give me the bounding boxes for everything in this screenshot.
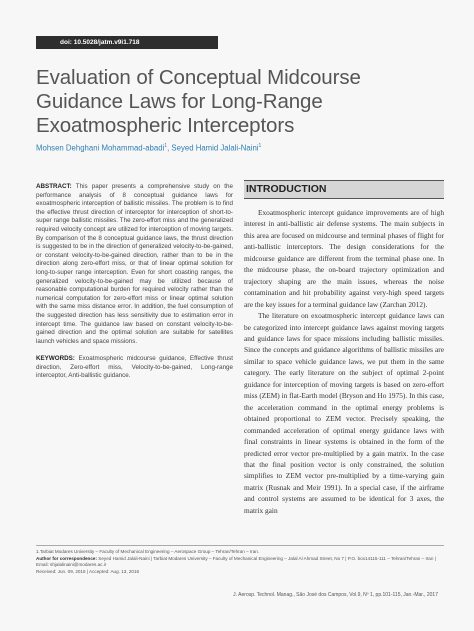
authors: [36, 143, 261, 153]
title-line: Guidance Laws for Long-Range: [36, 90, 323, 113]
paragraph: Exoatmospheric intercept guidance improvements are of high interest in anti-ballistic air defense systems. The main subjects in this area are focused on midcourse and terminal phases of flight for anti-ballistic interceptors. The design considerations for the midcourse guidance are different from the terminal phase one. In the midcourse phase, the on-board trajectory optimization and trajectory shaping are the main issues, whereas the noise contamination and hit probability against very-high speed targets are the key issues for a terminal guidance law (Zarchan 2012).: [244, 208, 444, 309]
abstract: [36, 183, 233, 346]
article-title: [36, 66, 436, 138]
keywords-label: KEYWORDS:: [36, 355, 75, 363]
correspondence-label: Author for correspondence:: [36, 555, 97, 561]
title-line: Evaluation of Conceptual Midcourse: [36, 66, 361, 89]
correspondence-text: Seyed Hamid Jalali-Naini | Tarbiat Modares University – Faculty of Mechanical Engineering – Jalal Al Ahmad Street, No 7 | P.O. box14115-111 – Tehran/Tehran – Iran | Email: shjalalinaini@modares.ac.ir: [36, 555, 436, 568]
introduction-body: [244, 207, 444, 516]
author-affiliation-mark: 1: [258, 143, 262, 149]
author-name: Seyed Hamid Jalali-Naini: [171, 143, 259, 153]
affiliation: 1.Tarbiat Modares University – Faculty of Mechanical Engineering – Aerospace Group – Tehran/Tehran – Iran.: [36, 549, 260, 554]
footer-divider: [36, 545, 444, 546]
keywords: [36, 355, 233, 381]
abstract-label: ABSTRACT:: [36, 183, 72, 190]
author-affiliation-mark: 1: [164, 143, 168, 149]
abstract-column: [36, 183, 233, 381]
introduction-column: [244, 180, 444, 516]
section-heading: INTRODUCTION: [244, 180, 444, 199]
footnotes: [36, 549, 440, 575]
doi-badge: doi: 10.5028/jatm.v9i1.718: [36, 36, 218, 49]
title-line: Exoatmospheric Interceptors: [36, 114, 295, 137]
paragraph: The literature on exoatmospheric intercept guidance laws can be categorized into intercept guidance laws against moving targets and guidance laws for space missions including ballistic missiles. Since the concepts and guidance algorithms of ballistic missiles are similar to space vehicle guidance laws, we put them in the same category. The early literature on the subject of optimal 2-point guidance for interception of moving targets is based on zero-effort miss (ZEM) in flat-Earth model (Bryson and Ho 1975). In this case, the acceleration command in the optimal energy problems is obtained proportional to ZEM vector. Precisely speaking, the commanded acceleration of optimal energy guidance laws with final constraints in linear systems is obtained in the form of the predicted error vector pre-multiplied by a gain matrix. In the case that the final position vector is only constrained, the solution simplifies to ZEM vector pre-multiplied by a time-varying gain matrix (Rusnak and Meir 1991). In a special case, if the airframe and control systems are assumed to be identical for 3 axes, the matrix gain: [244, 311, 444, 515]
journal-citation: J. Aerosp. Technol. Manag., São José dos Campos, Vol.9, Nº 1, pp.101-115, Jan.-Mar., 2017: [233, 592, 438, 598]
author-separator: ,: [167, 143, 172, 153]
abstract-text: This paper presents a comprehensive study on the performance analysis of 8 conceptual guidance laws for exoatmospheric interception of ballistic missiles. The problem is to find the effective thrust direction of interceptor for interception of short-to-super range ballistic missiles. The zero-effort miss and the generalized required velocity concept are utilized for interception of moving targets. By comparison of the 8 conceptual guidance laws, the thrust direction is suggested to be in the direction of generalized velocity-to-be-gained, or constant velocity-to-be-gained direction, rather than to be in the direction along zero-effort miss, or that of linear optimal solution for long-to-super range interception. Even for short coasting ranges, the generalized velocity-to-be-gained may be utilized because of reasonable computational burden for required velocity rather than the numerical computation for zero-effort miss or linear optimal solution with the same miss distance error. In addition, the fuel consumption of the suggested direction has less sensitivity due to estimation error in intercept time. The guidance law based on constant velocity-to-be-gained direction and the optimal solution are suitable for satellites launch vehicles and space missions.: [36, 183, 233, 345]
correspondence: [36, 556, 440, 569]
keywords-text: Exoatmospheric midcourse guidance, Effective thrust direction, Zero-effort miss, Velocity-to-be-gained, Long-range interceptor, Anti-ballistic guidance.: [36, 355, 233, 380]
author-name: Mohsen Dehghani Mohammad-abadi: [36, 143, 165, 153]
received-accepted: Received: Jun. 09, 2016 | Accepted: Aug. 13, 2016: [36, 568, 140, 574]
